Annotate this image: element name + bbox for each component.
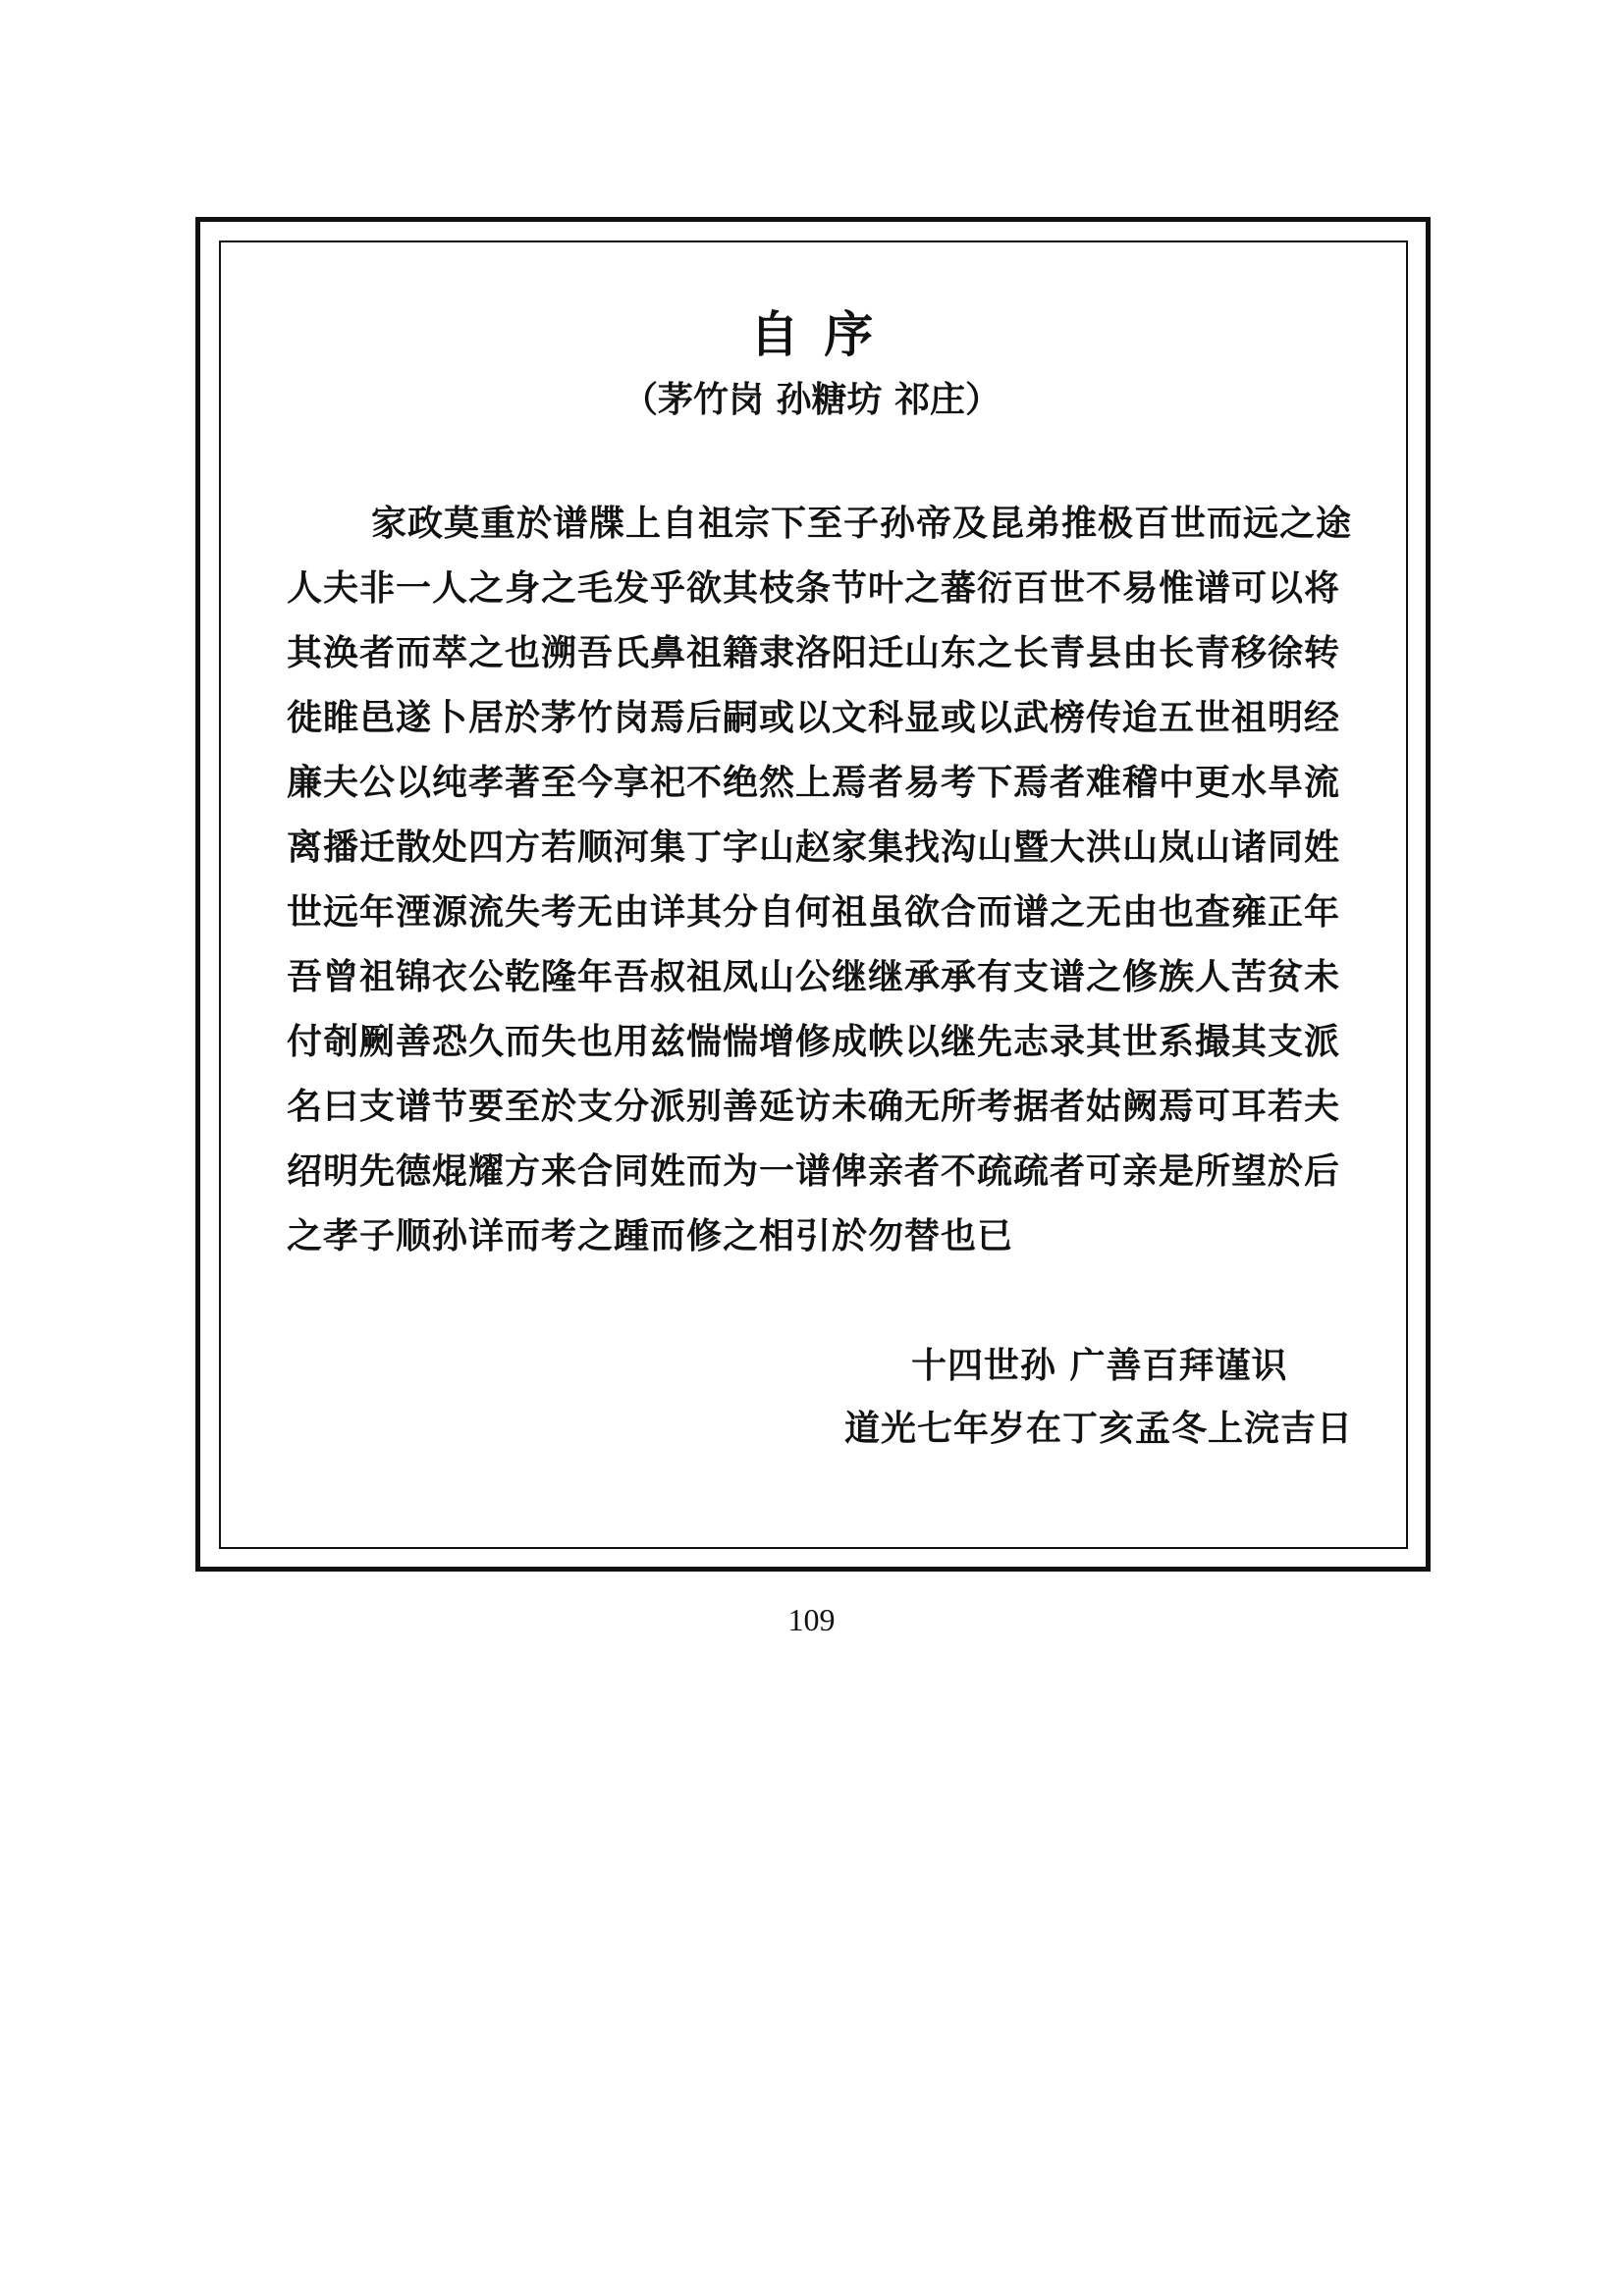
- signature-author: 十四世孙 广善百拜谨识: [911, 1345, 1288, 1386]
- body-line: 离播迁散处四方若顺河集丁字山赵家集找沟山暨大洪山岚山诸同姓: [287, 827, 1341, 868]
- body-line: 之孝子顺孙详而考之踵而修之相引於勿替也已: [287, 1215, 1014, 1256]
- body-line: 吾曾祖锦衣公乾隆年吾叔祖凤山公继继承承有支谱之修族人苦贫未: [287, 956, 1341, 997]
- page-number: 109: [787, 1602, 836, 1637]
- signature-date: 道光七年岁在丁亥孟冬上浣吉日: [844, 1408, 1354, 1449]
- body-line: 家政莫重於谱牒上自祖宗下至子孙帝及昆弟推极百世而远之途: [371, 503, 1353, 544]
- body-line: 徙睢邑遂卜居於茅竹岗焉后嗣或以文科显或以武榜传迨五世祖明经: [287, 697, 1341, 738]
- body-line: 绍明先德焜耀方来合同姓而为一谱俾亲者不疏疏者可亲是所望於后: [287, 1150, 1341, 1192]
- body-line: 名曰支谱节要至於支分派别善延访未确无所考据者姑阙焉可耳若夫: [287, 1086, 1341, 1127]
- preface-body: [287, 491, 1367, 1268]
- body-line: 其涣者而萃之也溯吾氏鼻祖籍隶洛阳迁山东之长青县由长青移徐转: [287, 632, 1341, 673]
- body-line: 世远年湮源流失考无由详其分自何祖虽欲合而谱之无由也查雍正年: [287, 891, 1341, 933]
- body-line: 付剞劂善恐久而失也用兹惴惴增修成帙以继先志录其世系撮其支派: [287, 1021, 1341, 1062]
- page-title: 自 序: [749, 305, 874, 363]
- page-subtitle: （茅竹岗 孙糖坊 祁庄）: [622, 379, 1001, 420]
- body-line: 人夫非一人之身之毛发乎欲其枝条节叶之蕃衍百世不易惟谱可以将: [287, 567, 1341, 609]
- body-line: 廉夫公以纯孝著至今享祀不绝然上焉者易考下焉者难稽中更水旱流: [287, 762, 1341, 803]
